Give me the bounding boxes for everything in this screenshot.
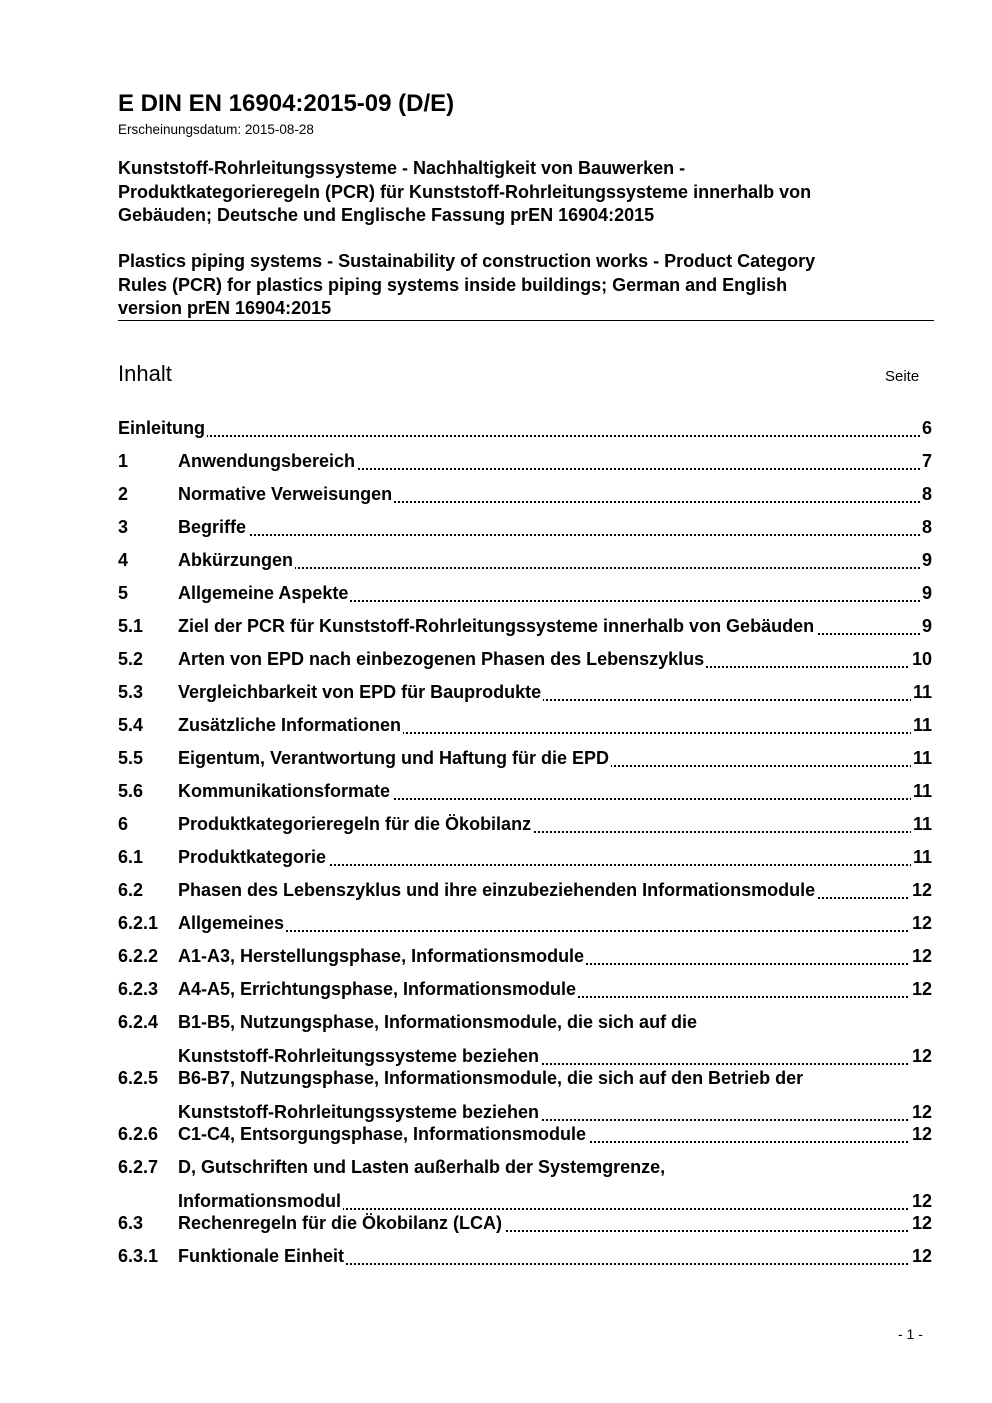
toc-entry-page: 10 [911, 649, 932, 669]
toc-entry[interactable] [118, 978, 932, 1000]
toc-entry[interactable] [118, 615, 932, 637]
toc-entry-number: 6.2.6 [118, 1124, 159, 1144]
toc-entry-page: 8 [921, 484, 932, 504]
toc-entry-title: Ziel der PCR für Kunststoff-Rohrleitungssysteme innerhalb von Gebäuden [178, 616, 815, 636]
toc-entry-number: 6.3 [118, 1213, 144, 1233]
toc-entry-page: 9 [921, 616, 932, 636]
document-id: E DIN EN 16904:2015-09 (D/E) [118, 90, 455, 117]
toc-entry-title: Phasen des Lebenszyklus und ihre einzubeziehenden Informationsmodule [178, 880, 816, 900]
toc-entry-page: 12 [911, 880, 932, 900]
toc-entry[interactable] [118, 582, 932, 604]
toc-entry-page: 12 [911, 946, 932, 966]
toc-entry-title: Rechenregeln für die Ökobilanz (LCA) [178, 1213, 503, 1233]
toc-entry-title: D, Gutschriften und Lasten außerhalb der Systemgrenze, [178, 1157, 666, 1177]
toc-entry-page: 12 [911, 1191, 932, 1211]
toc-entry-number: 5.3 [118, 682, 144, 702]
toc-entry-number: 6.2.2 [118, 946, 159, 966]
toc-entry[interactable] [118, 945, 932, 967]
toc-entry-page: 11 [912, 781, 932, 801]
toc-entry[interactable] [118, 780, 932, 802]
toc-entry-number: 5.1 [118, 616, 144, 636]
toc-entry-page: 11 [912, 748, 932, 768]
toc-entry-number: 5.5 [118, 748, 144, 768]
toc-entry[interactable] [118, 450, 932, 472]
toc-entry-page: 8 [921, 517, 932, 537]
toc-entry-page: 9 [921, 550, 932, 570]
title-german-line: Produktkategorieregeln (PCR) für Kunststoff-Rohrleitungssysteme innerhalb von [118, 181, 812, 202]
toc-entry-number: 6.2 [118, 880, 144, 900]
toc-entry[interactable] [118, 1011, 932, 1067]
toc-entry-title: Anwendungsbereich [178, 451, 356, 471]
toc-entry-number: 5 [118, 583, 129, 603]
toc-entry-page: 12 [911, 1046, 932, 1066]
toc-entry-title: B6-B7, Nutzungsphase, Informationsmodule, die sich auf den Betrieb der [178, 1068, 804, 1088]
toc-entry[interactable] [118, 1067, 932, 1123]
title-german-line: Gebäuden; Deutsche und Englische Fassung prEN 16904:2015 [118, 205, 655, 225]
toc-entry[interactable] [118, 516, 932, 538]
toc-entry-page: 12 [911, 1124, 932, 1144]
toc-entry-title: Produktkategorie [178, 847, 327, 867]
publication-date: Erscheinungsdatum: 2015-08-28 [118, 122, 314, 137]
toc-entry-title: Arten von EPD nach einbezogenen Phasen des Lebenszyklus [178, 649, 705, 669]
header-divider [118, 320, 934, 321]
toc-entry-title: Eigentum, Verantwortung und Haftung für die EPD [178, 748, 609, 768]
page-number: - 1 - [898, 1326, 923, 1342]
toc-entry[interactable] [118, 747, 932, 769]
toc-entry-number: 5.4 [118, 715, 144, 735]
toc-entry[interactable] [118, 714, 932, 736]
toc-entry-page: 11 [912, 814, 932, 834]
toc-dot-leader [178, 534, 932, 536]
toc-entry-page: 11 [912, 682, 932, 702]
toc-entry-number: 2 [118, 484, 129, 504]
toc-entry-title: Normative Verweisungen [178, 484, 393, 504]
toc-entry-page: 6 [921, 418, 932, 438]
toc-entry-page: 7 [921, 451, 932, 471]
toc-entry[interactable] [118, 681, 932, 703]
toc-entry-page: 11 [912, 715, 932, 735]
toc-entry[interactable] [118, 648, 932, 670]
toc-entry-page: 12 [911, 1213, 932, 1233]
toc-entry-page: 12 [911, 1246, 932, 1266]
toc-entry-number: 6.2.5 [118, 1068, 159, 1088]
toc-entry-number: 6.2.1 [118, 913, 159, 933]
title-german [118, 157, 938, 228]
toc-entry-title: Produktkategorieregeln für die Ökobilanz [178, 814, 532, 834]
toc-dot-leader [118, 435, 932, 437]
toc-entry[interactable] [118, 1245, 932, 1267]
toc-entry-number: 6.1 [118, 847, 144, 867]
toc-entry[interactable] [118, 813, 932, 835]
toc-entry-title: Vergleichbarkeit von EPD für Bauprodukte [178, 682, 542, 702]
toc-entry-number: 5.6 [118, 781, 144, 801]
toc-entry[interactable] [118, 483, 932, 505]
toc-entry-number: 4 [118, 550, 129, 570]
toc-entry-title: Begriffe [178, 517, 247, 537]
toc-entry-number: 1 [118, 451, 129, 471]
toc-entry-number: 6.2.7 [118, 1157, 159, 1177]
toc-entry-page: 12 [911, 979, 932, 999]
toc-entry[interactable] [118, 912, 932, 934]
title-english-line: version prEN 16904:2015 [118, 298, 332, 318]
toc-entry-title: Abkürzungen [178, 550, 293, 570]
toc-entry[interactable] [118, 417, 932, 439]
toc-entry-title: Kunststoff-Rohrleitungssysteme beziehen [178, 1102, 540, 1122]
toc-page-column-label: Seite [885, 368, 920, 385]
toc-entry-number: 6.2.4 [118, 1012, 159, 1032]
toc-entry-page: 9 [921, 583, 932, 603]
toc-entry-title: B1-B5, Nutzungsphase, Informationsmodule, die sich auf die [178, 1012, 698, 1032]
title-german-line: Kunststoff-Rohrleitungssysteme - Nachhaltigkeit von Bauwerken - [118, 158, 686, 178]
toc-entry-number: 5.2 [118, 649, 144, 669]
title-english-line: Plastics piping systems - Sustainability of construction works - Product Category [118, 251, 816, 271]
toc-entry[interactable] [118, 549, 932, 571]
toc-entry-title: Allgemeines [178, 913, 285, 933]
toc-entry-title: Allgemeine Aspekte [178, 583, 349, 603]
toc-entry-title: A1-A3, Herstellungsphase, Informationsmodule [178, 946, 585, 966]
title-english-line: Rules (PCR) for plastics piping systems inside buildings; German and English [118, 274, 788, 295]
toc-entry-title: Kommunikationsformate [178, 781, 391, 801]
toc-entry[interactable] [118, 1156, 932, 1212]
toc-entry-title: C1-C4, Entsorgungsphase, Informationsmodule [178, 1124, 587, 1144]
toc-entry[interactable] [118, 879, 932, 901]
toc-entry-title: Funktionale Einheit [178, 1246, 345, 1266]
toc-entry[interactable] [118, 1123, 932, 1145]
toc-entry-title: Einleitung [118, 418, 205, 438]
toc-entry-number: 6.3.1 [118, 1246, 159, 1266]
toc-entry-title: Informationsmodul [178, 1191, 341, 1211]
toc-entry-title: A4-A5, Errichtungsphase, Informationsmodule [178, 979, 577, 999]
toc-entry-number: 6 [118, 814, 129, 834]
toc-entry-title: Kunststoff-Rohrleitungssysteme beziehen [178, 1046, 540, 1066]
toc-entry-number: 3 [118, 517, 129, 537]
toc-dot-leader [178, 930, 932, 932]
toc-entry-page: 11 [912, 847, 932, 867]
toc-entry[interactable] [118, 1212, 932, 1234]
toc-entry[interactable] [118, 846, 932, 868]
title-english [118, 250, 938, 321]
toc-entry-number: 6.2.3 [118, 979, 159, 999]
toc-entry-title: Zusätzliche Informationen [178, 715, 402, 735]
toc-entry-page: 12 [911, 1102, 932, 1122]
toc-entry-page: 12 [911, 913, 932, 933]
toc-heading: Inhalt [118, 361, 172, 386]
